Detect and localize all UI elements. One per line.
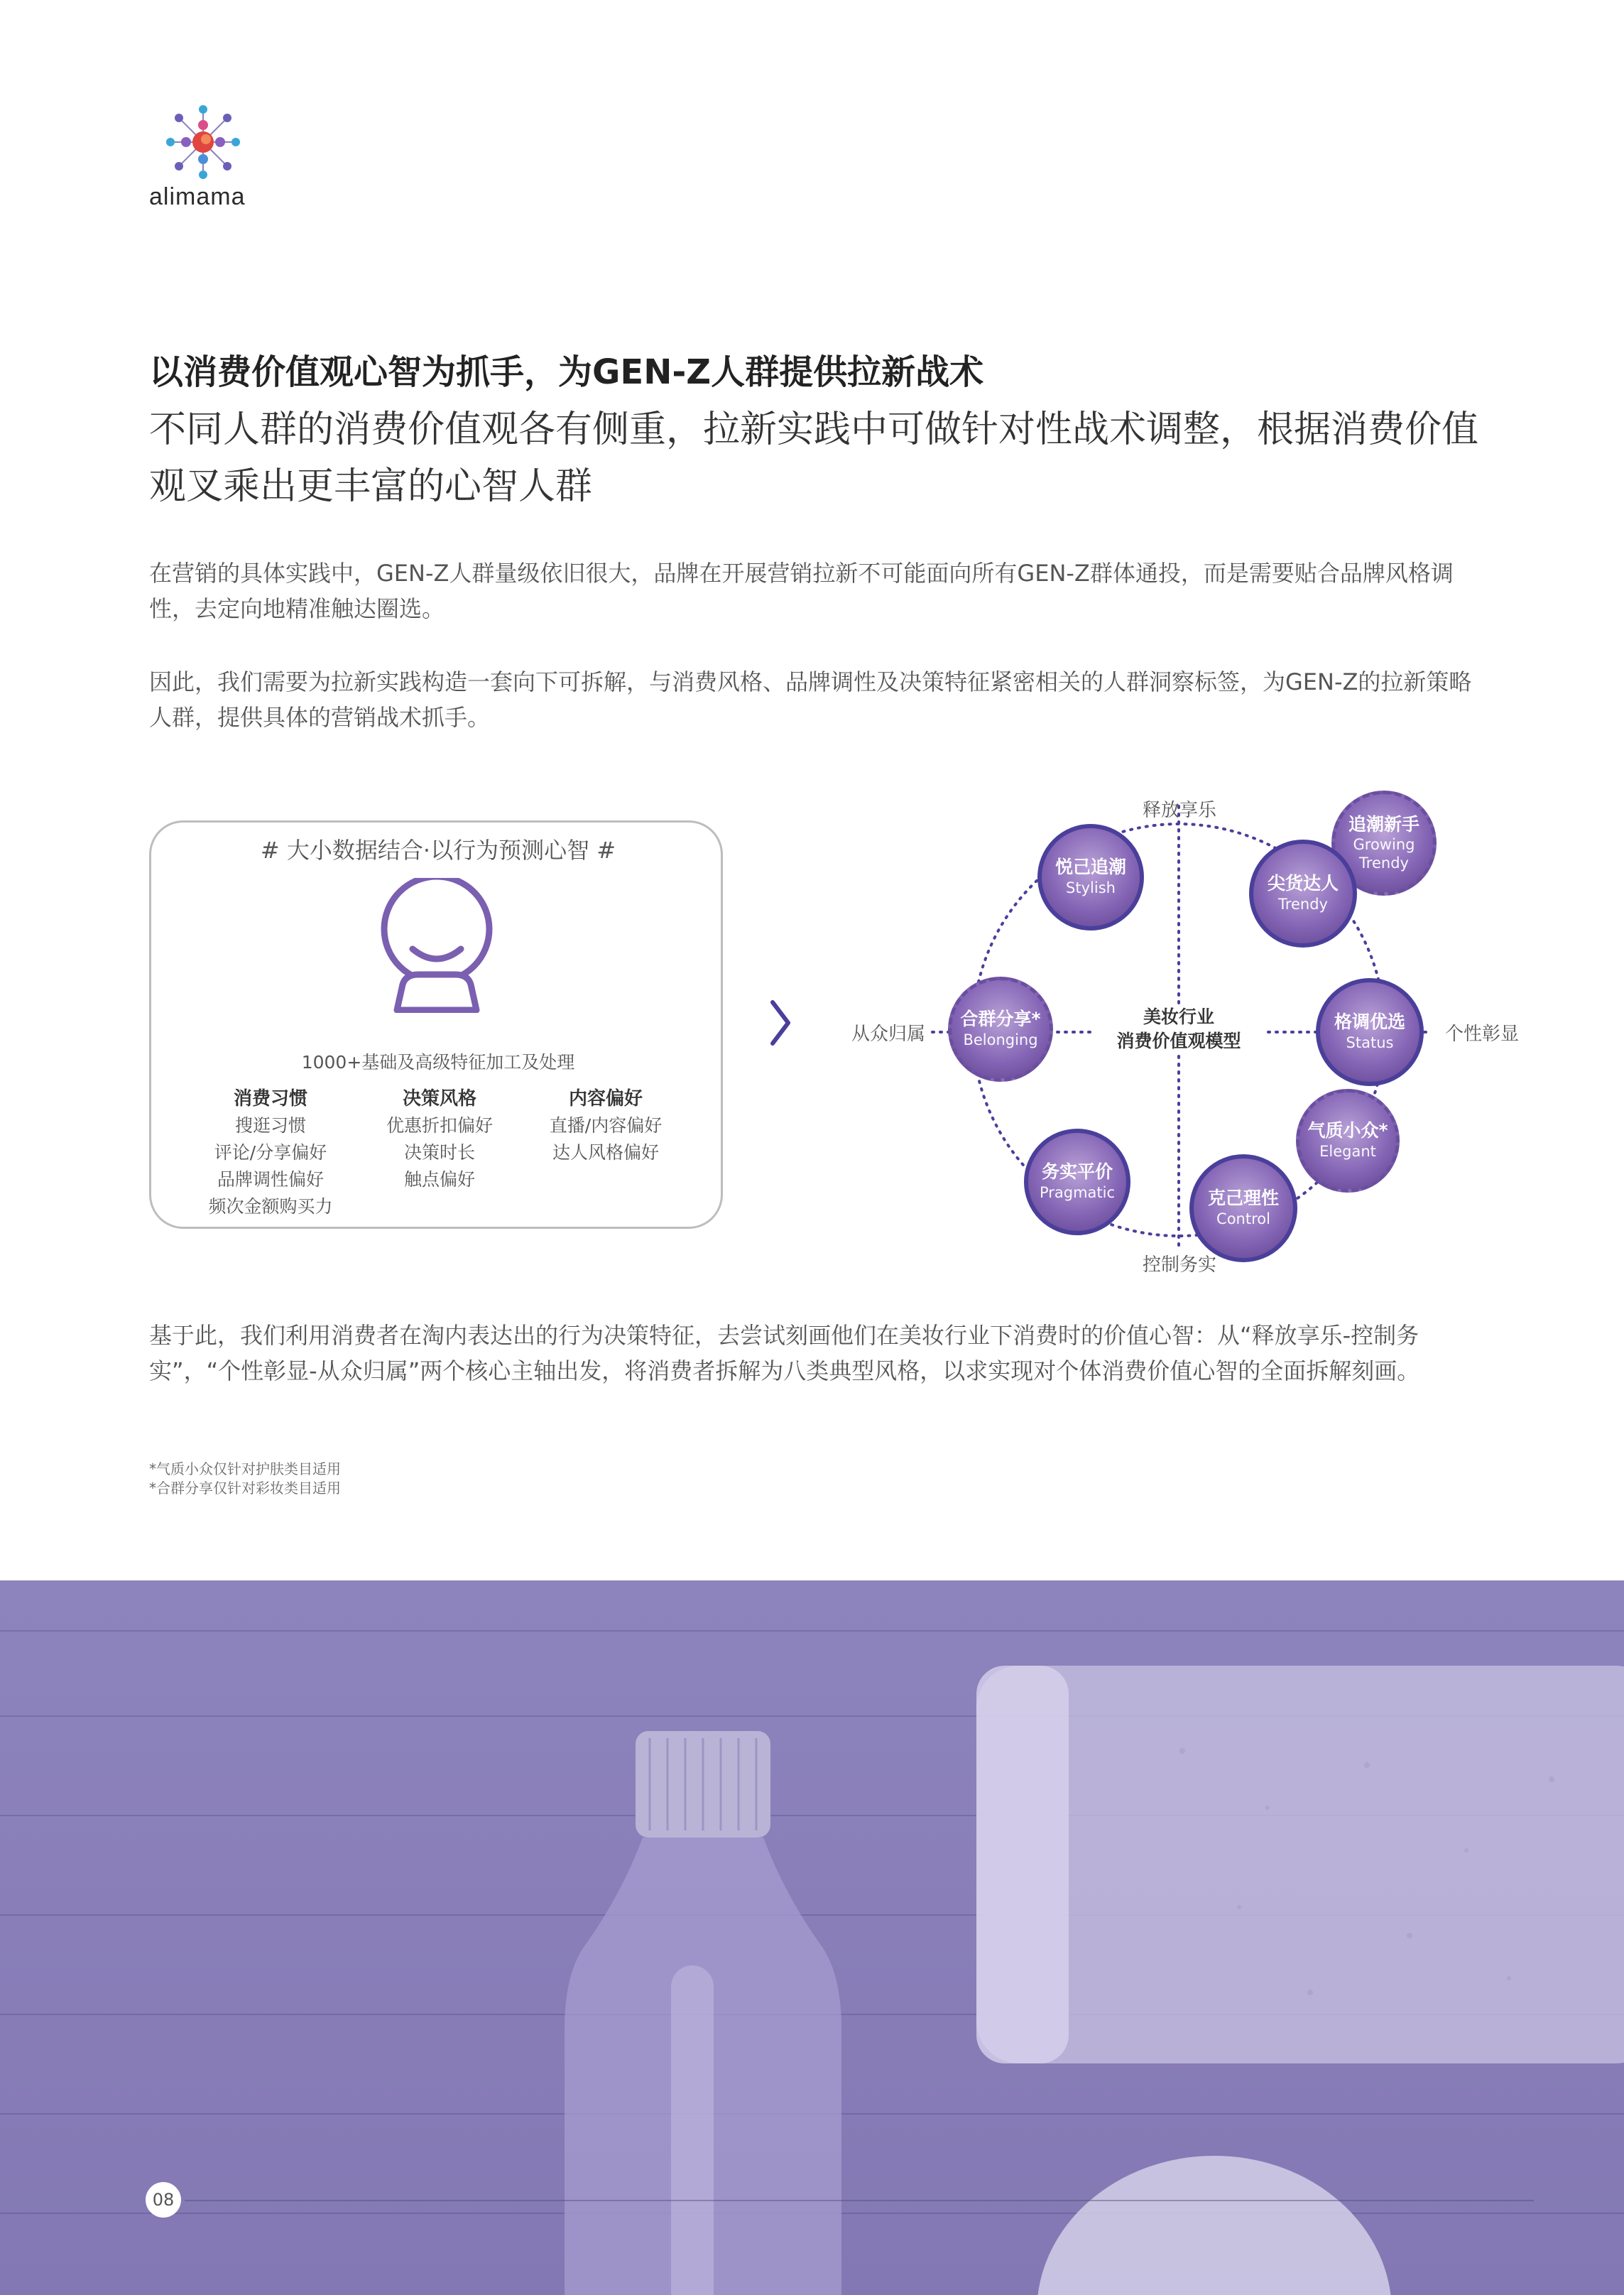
column-header: 消费习惯 [233, 1088, 307, 1109]
feature-column-decision [354, 1085, 525, 1193]
chevron-right-icon [768, 998, 792, 1048]
intro-paragraph: 在营销的具体实践中，GEN-Z人群量级依旧很大，品牌在开展营销拉新不可能面向所有GEN-Z群体通投，而是需要贴合品牌风格调性，去定向地精准触达圈选。 [149, 560, 1454, 622]
segment-elegant [1296, 1089, 1400, 1193]
segment-en: Trendy [1278, 896, 1328, 913]
axis-label-right: 个性彰显 [1445, 1024, 1520, 1045]
jar-image [969, 1637, 1624, 2063]
column-item: 达人风格偏好 [552, 1142, 659, 1163]
segment-en: Belonging [963, 1031, 1038, 1048]
segment-status [1316, 978, 1424, 1086]
column-item: 直播/内容偏好 [549, 1115, 663, 1136]
axis-label-top: 释放享乐 [1143, 800, 1217, 821]
feature-column-habits [185, 1085, 356, 1220]
person-icon [377, 878, 496, 1013]
segment-trendy [1249, 840, 1357, 948]
segment-en: Elegant [1319, 1143, 1376, 1160]
footnote: *合群分享仅针对彩妆类目适用 [149, 1480, 341, 1497]
segment-name: 气质小众* [1307, 1120, 1388, 1141]
data-feature-card [149, 820, 723, 1229]
footnote: *气质小众仅针对护肤类目适用 [149, 1460, 341, 1477]
segment-name: 合群分享* [960, 1009, 1041, 1029]
segment-name: 追潮新手 [1348, 814, 1419, 835]
brand-name: alimama [149, 183, 246, 210]
column-item: 品牌调性偏好 [217, 1169, 324, 1190]
column-item: 优惠折扣偏好 [386, 1115, 493, 1136]
axis-label-left: 从众归属 [851, 1024, 926, 1045]
segment-name: 尖货达人 [1267, 873, 1339, 894]
column-item: 频次金额购买力 [208, 1196, 333, 1217]
column-item: 触点偏好 [403, 1169, 475, 1190]
column-item: 评论/分享偏好 [214, 1142, 327, 1163]
bottle-image [565, 1731, 841, 2295]
segment-name: 克己理性 [1207, 1188, 1279, 1208]
column-header: 决策风格 [402, 1088, 476, 1109]
card-title: # 大小数据结合·以行为预测心智 # [260, 837, 616, 864]
segment-control [1189, 1154, 1297, 1262]
card-caption: 1000+基础及高级特征加工及处理 [301, 1052, 575, 1073]
segment-stylish [1037, 824, 1144, 931]
center-line: 美妆行业 [1143, 1007, 1214, 1027]
segment-name: 悦己追潮 [1054, 857, 1126, 877]
value-model-diagram [841, 785, 1553, 1282]
method-paragraph: 因此，我们需要为拉新实践构造一套向下可拆解，与消费风格、品牌调性及决策特征紧密相关的人群洞察标签，为GEN-Z的拉新策略人群，提供具体的营销战术抓手。 [149, 668, 1472, 731]
axis-label-bottom: 控制务实 [1143, 1254, 1217, 1276]
segment-en: Status [1346, 1034, 1394, 1051]
diagram-center-label [1094, 1005, 1264, 1053]
conclusion-paragraph: 基于此，我们利用消费者在淘内表达出的行为决策特征，去尝试刻画他们在美妆行业下消费时的价值心智：从“释放享乐-控制务实”，“个性彰显-从众归属”两个核心主轴出发，将消费者拆解为八类典型风格，以求实现对个体消费价值心智的全面拆解刻画。 [149, 1322, 1420, 1384]
segment-name: 格调优选 [1334, 1011, 1405, 1032]
column-item: 决策时长 [403, 1142, 475, 1163]
lid-image [1030, 2142, 1399, 2295]
alimama-logo-icon [160, 99, 246, 185]
segment-belonging [948, 977, 1053, 1082]
page-number: 08 [146, 2182, 181, 2218]
segment-en: Stylish [1066, 879, 1116, 896]
feature-column-content [521, 1085, 691, 1166]
segment-name: 务实平价 [1041, 1161, 1113, 1182]
segment-pragmatic [1024, 1129, 1130, 1235]
cosmetics-photo [0, 1580, 1624, 2295]
column-header: 内容偏好 [568, 1088, 643, 1109]
segment-en: Pragmatic [1039, 1184, 1116, 1201]
segment-en: Control [1216, 1210, 1270, 1227]
page-headline: 以消费价值观心智为抓手，为GEN-Z人群提供拉新战术 [149, 352, 984, 392]
footer-divider [185, 2200, 1534, 2201]
page-subheadline: 不同人群的消费价值观各有侧重，拉新实践中可做针对性战术调整，根据消费价值观叉乘出更丰富的心智人群 [149, 408, 1479, 508]
segment-en: Growing Trendy [1353, 836, 1415, 872]
center-line: 消费价值观模型 [1116, 1031, 1241, 1051]
column-item: 搜逛习惯 [234, 1115, 306, 1136]
